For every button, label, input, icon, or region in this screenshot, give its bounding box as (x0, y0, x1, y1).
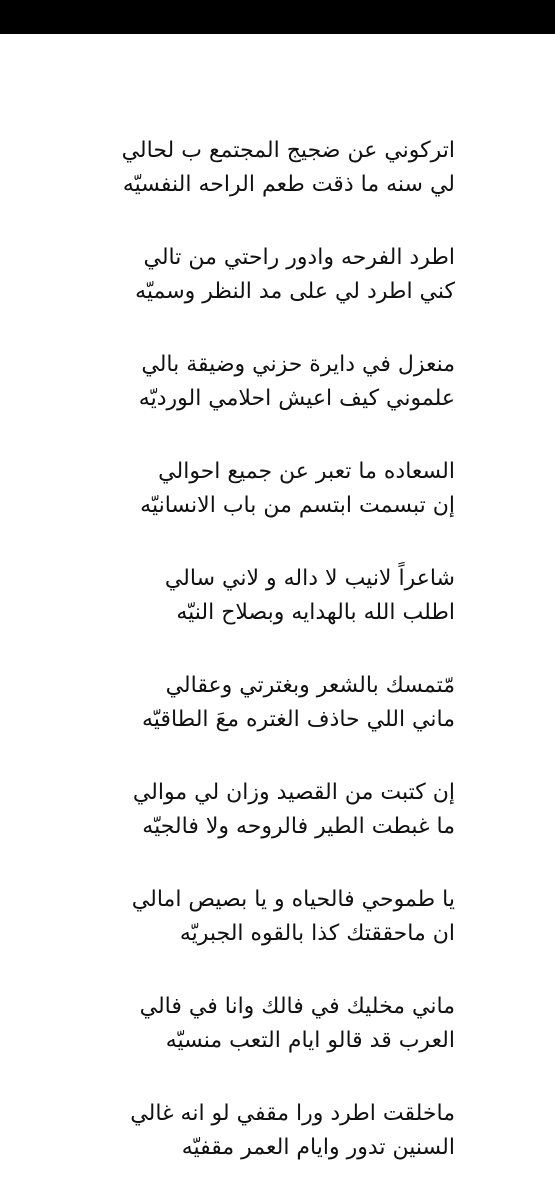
poem-line: كني اطرد لي على مد النظر وسميّه (135, 279, 455, 304)
poem-line: العرب قد قالو ايام التعب منسيّه (165, 1028, 455, 1053)
note-page (0, 34, 555, 1200)
poem-stanza (75, 776, 455, 883)
poem-line: لي سنه ما ذقت طعم الراحه النفسيّه (122, 172, 455, 197)
poem-line: مّتمسك بالشعر وبغترتي وعقالي (165, 673, 455, 698)
poem-stanza (75, 883, 455, 990)
poem-line: شاعراً لانيب لا داله و لاني سالي (164, 566, 455, 591)
poem-stanza (75, 669, 455, 776)
poem-line: السعاده ما تعبر عن جميع احوالي (158, 459, 455, 484)
poem-line: إن تبسمت ابتسم من باب الانسانيّه (140, 493, 455, 518)
poem-stanza (75, 134, 455, 241)
poem-stanza (75, 455, 455, 562)
poem-line: علموني كيف اعيش احلامي الورديّه (138, 386, 455, 411)
poem-line: إن كتبت من القصيد وزان لي موالي (132, 780, 455, 805)
poem-line: ان ماحققتك كذا بالقوه الجبريّه (179, 921, 455, 946)
poem-stanza (75, 1097, 455, 1204)
poem-line: ماخلقت اطرد ورا مقفي لو انه غالي (130, 1101, 455, 1126)
poem-text (75, 134, 455, 1204)
poem-line: ماني اللي حاذف الغتره معَ الطاقيّه (142, 707, 455, 732)
poem-stanza (75, 990, 455, 1097)
poem-line: اتركوني عن ضجيج المجتمع ب لحالي (121, 138, 455, 163)
poem-line: السنين تدور وايام العمر مقفيّه (181, 1135, 455, 1160)
poem-stanza (75, 241, 455, 348)
poem-line: منعزل في دايرة حزني وضيقة بالي (141, 352, 455, 377)
poem-line: ما غبطت الطير فالروحه ولا فالجيّه (142, 814, 455, 839)
poem-line: ماني مخليك في فالك وانا في فالي (139, 994, 455, 1019)
poem-line: اطرد الفرحه وادور راحتي من تالي (143, 245, 455, 270)
status-bar (0, 0, 555, 34)
poem-stanza (75, 348, 455, 455)
poem-line: اطلب الله بالهدايه وبصلاح النيّه (176, 600, 455, 625)
poem-line: يا طموحي فالحياه و يا بصيص امالي (131, 887, 455, 912)
poem-stanza (75, 562, 455, 669)
